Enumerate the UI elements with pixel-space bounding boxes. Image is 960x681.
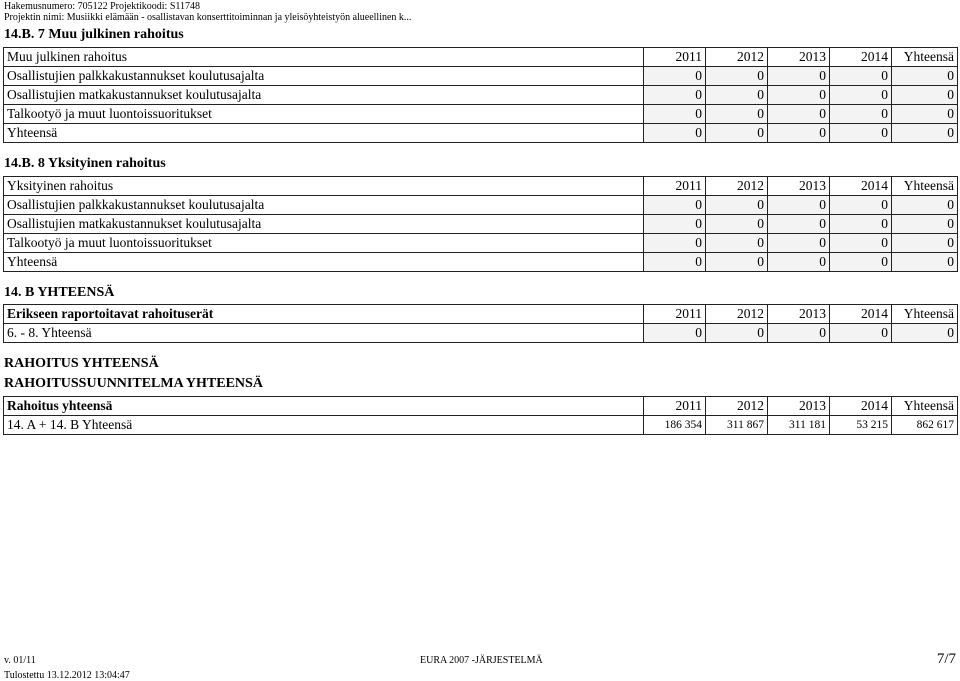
column-header: 2014 bbox=[830, 48, 892, 67]
cell-value: 0 bbox=[892, 196, 958, 215]
cell-value: 0 bbox=[892, 105, 958, 124]
table-header-row bbox=[4, 397, 958, 416]
row-label: Osallistujien matkakustannukset koulutusajalta bbox=[4, 215, 644, 234]
cell-value: 0 bbox=[830, 215, 892, 234]
page-number: 7/7 bbox=[936, 651, 956, 667]
column-header: 2012 bbox=[706, 397, 768, 416]
cell-value: 0 bbox=[706, 105, 768, 124]
cell-value: 0 bbox=[706, 67, 768, 86]
cell-value: 0 bbox=[768, 67, 830, 86]
section-title-b-total: 14. B YHTEENSÄ bbox=[4, 285, 115, 300]
column-header: 2011 bbox=[644, 48, 706, 67]
cell-value: 0 bbox=[644, 196, 706, 215]
cell-value: 0 bbox=[892, 86, 958, 105]
column-header: 2012 bbox=[706, 48, 768, 67]
row-label: 14. A + 14. B Yhteensä bbox=[4, 416, 644, 435]
cell-value: 0 bbox=[706, 196, 768, 215]
cell-value: 0 bbox=[892, 67, 958, 86]
cell-value: 862 617 bbox=[892, 416, 958, 435]
table-row-total bbox=[4, 324, 958, 343]
cell-value: 0 bbox=[706, 215, 768, 234]
cell-value: 0 bbox=[892, 253, 958, 272]
column-header: 2014 bbox=[830, 305, 892, 324]
column-header: 2012 bbox=[706, 177, 768, 196]
row-label: 6. - 8. Yhteensä bbox=[4, 324, 644, 343]
column-header: Yhteensä bbox=[892, 177, 958, 196]
cell-value: 0 bbox=[768, 253, 830, 272]
other-public-funding-table bbox=[3, 47, 958, 143]
cell-value: 0 bbox=[830, 105, 892, 124]
cell-value: 0 bbox=[892, 234, 958, 253]
column-header: 2013 bbox=[768, 177, 830, 196]
column-header: Yhteensä bbox=[892, 305, 958, 324]
cell-value: 311 867 bbox=[706, 416, 768, 435]
column-header: 2013 bbox=[768, 48, 830, 67]
column-header: 2011 bbox=[644, 397, 706, 416]
project-name: Projektin nimi: Musiikki elämään - osallistavan konserttitoiminnan ja yleisöyhteistyön alueellinen k... bbox=[4, 12, 412, 23]
row-label: Osallistujien matkakustannukset koulutusajalta bbox=[4, 86, 644, 105]
cell-value: 0 bbox=[768, 324, 830, 343]
cell-value: 0 bbox=[706, 234, 768, 253]
application-number: Hakemusnumero: 705122 Projektikoodi: S11748 bbox=[4, 1, 201, 12]
column-header: 2012 bbox=[706, 305, 768, 324]
table-row-total bbox=[4, 124, 958, 143]
column-header: Erikseen raportoitavat rahoituserät bbox=[4, 305, 644, 324]
column-header: 2013 bbox=[768, 397, 830, 416]
column-header: Rahoitus yhteensä bbox=[4, 397, 644, 416]
table-row bbox=[4, 234, 958, 253]
column-header: Yhteensä bbox=[892, 48, 958, 67]
table-header-row bbox=[4, 177, 958, 196]
cell-value: 0 bbox=[644, 124, 706, 143]
cell-value: 0 bbox=[644, 105, 706, 124]
cell-value: 0 bbox=[706, 324, 768, 343]
cell-value: 0 bbox=[768, 124, 830, 143]
section-title-private-funding: 14.B. 8 Yksityinen rahoitus bbox=[4, 156, 166, 171]
table-row bbox=[4, 105, 958, 124]
cell-value: 0 bbox=[706, 86, 768, 105]
cell-value: 0 bbox=[830, 196, 892, 215]
cell-value: 0 bbox=[830, 124, 892, 143]
table-row bbox=[4, 67, 958, 86]
cell-value: 0 bbox=[892, 215, 958, 234]
cell-value: 0 bbox=[644, 324, 706, 343]
row-label: Osallistujien palkkakustannukset koulutusajalta bbox=[4, 67, 644, 86]
private-funding-table bbox=[3, 176, 958, 272]
version-label: v. 01/11 bbox=[4, 655, 36, 666]
cell-value: 0 bbox=[768, 86, 830, 105]
table-header-row bbox=[4, 48, 958, 67]
funding-plan-total-heading: RAHOITUSSUUNNITELMA YHTEENSÄ bbox=[4, 376, 263, 391]
funding-total-heading: RAHOITUS YHTEENSÄ bbox=[4, 356, 159, 371]
cell-value: 0 bbox=[768, 234, 830, 253]
row-label: Talkootyö ja muut luontoissuoritukset bbox=[4, 105, 644, 124]
cell-value: 0 bbox=[768, 105, 830, 124]
cell-value: 0 bbox=[644, 253, 706, 272]
row-label: Yhteensä bbox=[4, 253, 644, 272]
cell-value: 0 bbox=[644, 234, 706, 253]
column-header: 2013 bbox=[768, 305, 830, 324]
section-title-other-public-funding: 14.B. 7 Muu julkinen rahoitus bbox=[4, 27, 184, 42]
cell-value: 0 bbox=[830, 234, 892, 253]
table-row-total bbox=[4, 416, 958, 435]
column-header: Muu julkinen rahoitus bbox=[4, 48, 644, 67]
column-header: 2014 bbox=[830, 177, 892, 196]
cell-value: 0 bbox=[892, 324, 958, 343]
cell-value: 0 bbox=[768, 196, 830, 215]
printed-timestamp: Tulostettu 13.12.2012 13:04:47 bbox=[4, 670, 130, 681]
cell-value: 311 181 bbox=[768, 416, 830, 435]
column-header: Yksityinen rahoitus bbox=[4, 177, 644, 196]
table-row-total bbox=[4, 253, 958, 272]
table-row bbox=[4, 86, 958, 105]
table-row bbox=[4, 196, 958, 215]
table-row bbox=[4, 215, 958, 234]
cell-value: 0 bbox=[768, 215, 830, 234]
system-label: EURA 2007 -JÄRJESTELMÄ bbox=[420, 655, 543, 666]
funding-total-table bbox=[3, 396, 958, 435]
row-label: Yhteensä bbox=[4, 124, 644, 143]
cell-value: 0 bbox=[830, 86, 892, 105]
cell-value: 0 bbox=[830, 253, 892, 272]
row-label: Talkootyö ja muut luontoissuoritukset bbox=[4, 234, 644, 253]
column-header: 2011 bbox=[644, 305, 706, 324]
cell-value: 0 bbox=[644, 67, 706, 86]
separately-reported-table bbox=[3, 304, 958, 343]
cell-value: 0 bbox=[706, 124, 768, 143]
column-header: 2014 bbox=[830, 397, 892, 416]
column-header: 2011 bbox=[644, 177, 706, 196]
cell-value: 186 354 bbox=[644, 416, 706, 435]
cell-value: 0 bbox=[830, 67, 892, 86]
column-header: Yhteensä bbox=[892, 397, 958, 416]
table-header-row bbox=[4, 305, 958, 324]
cell-value: 0 bbox=[830, 324, 892, 343]
cell-value: 0 bbox=[644, 86, 706, 105]
cell-value: 53 215 bbox=[830, 416, 892, 435]
row-label: Osallistujien palkkakustannukset koulutusajalta bbox=[4, 196, 644, 215]
cell-value: 0 bbox=[644, 215, 706, 234]
cell-value: 0 bbox=[706, 253, 768, 272]
cell-value: 0 bbox=[892, 124, 958, 143]
